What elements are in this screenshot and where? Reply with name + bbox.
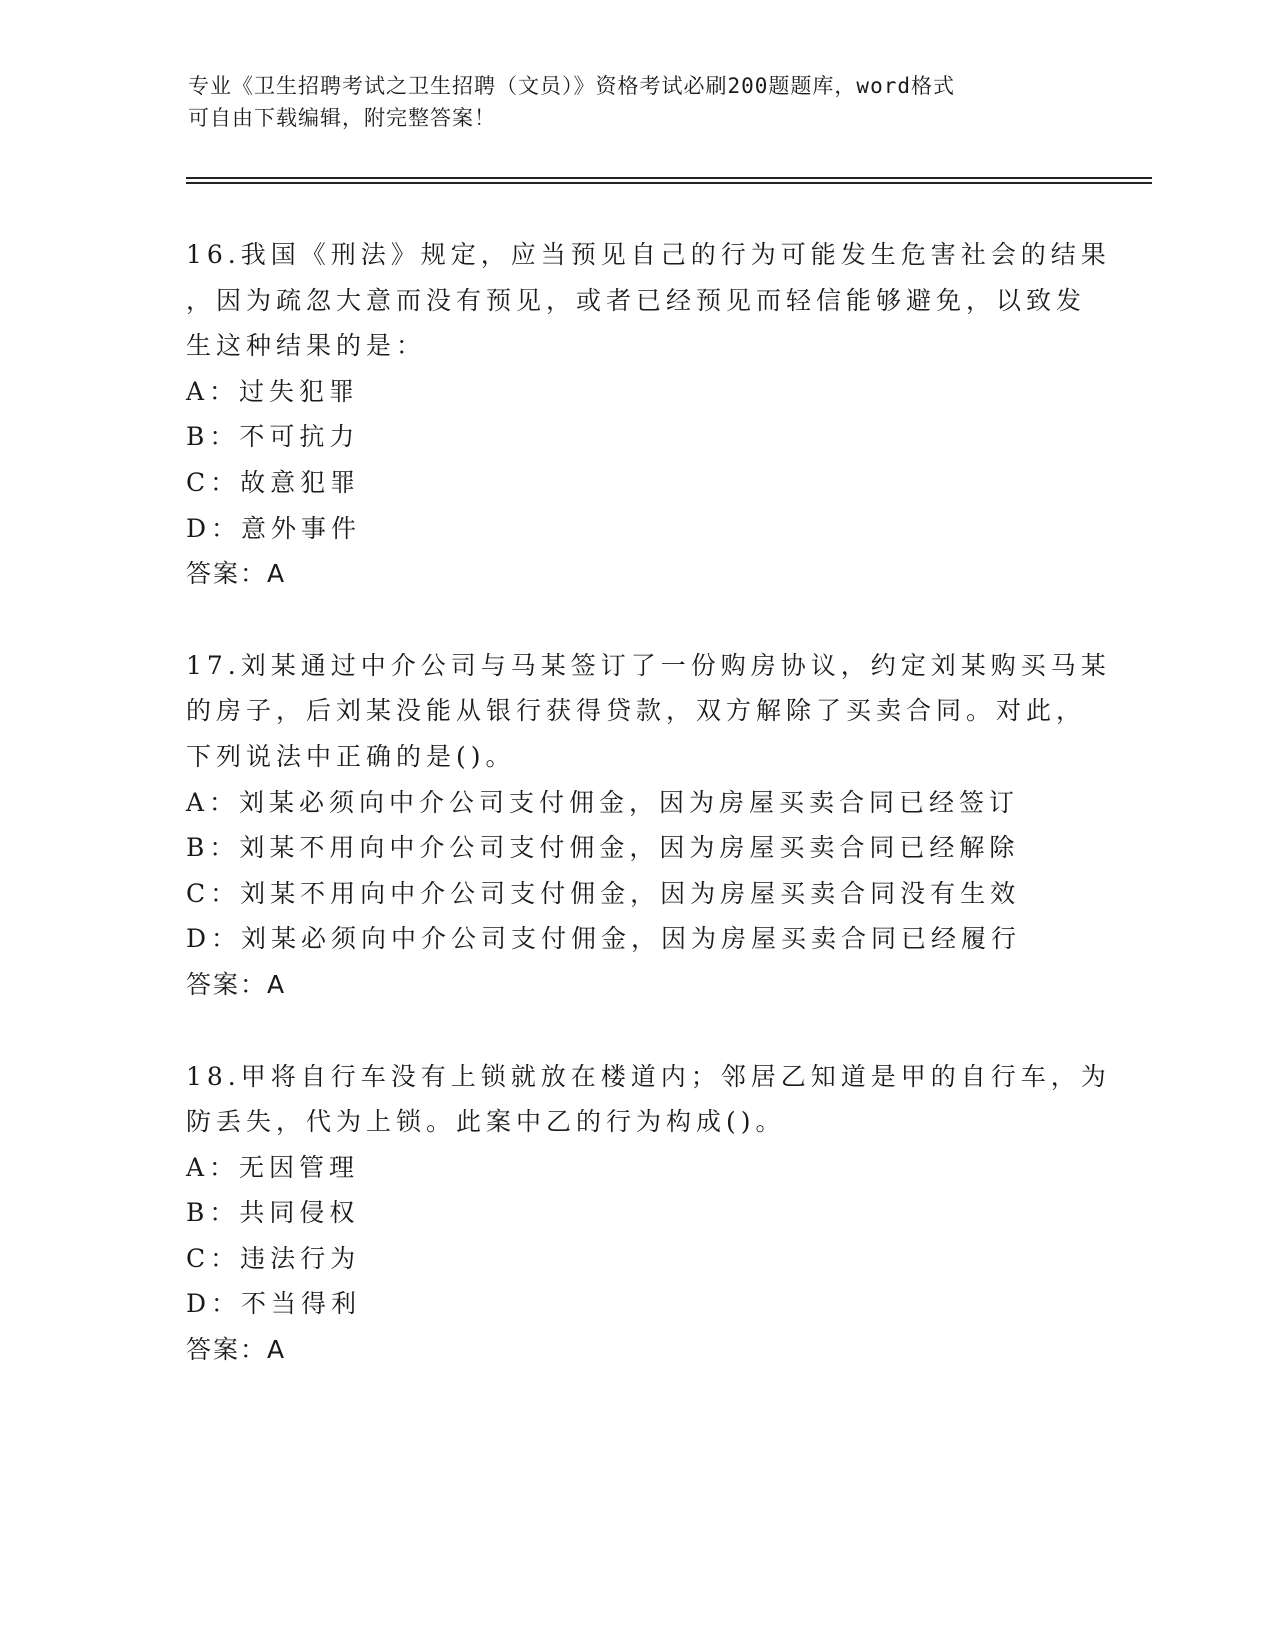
question-17 xyxy=(186,643,1111,1008)
option-a: A：过失犯罪 xyxy=(186,376,360,406)
question-stem xyxy=(186,643,1111,780)
answer-line: 答案：A xyxy=(186,1335,287,1365)
header-line: 专业《卫生招聘考试之卫生招聘（文员）》资格考试必刷200题题库，word格式 xyxy=(188,74,955,98)
option-d: D：意外事件 xyxy=(186,513,362,543)
option-d: D：不当得利 xyxy=(186,1289,362,1319)
question-16 xyxy=(186,232,1111,597)
stem-line: ，因为疏忽大意而没有预见，或者已经预见而轻信能够避免，以致发 xyxy=(186,285,1087,315)
option-a: A：刘某必须向中介公司支付佣金，因为房屋买卖合同已经签订 xyxy=(186,787,1020,817)
answer-line: 答案：A xyxy=(186,969,287,999)
document-header xyxy=(188,70,1088,134)
option-b: B：刘某不用向中介公司支付佣金，因为房屋买卖合同已经解除 xyxy=(186,833,1020,863)
stem-line: 18.甲将自行车没有上锁就放在楼道内；邻居乙知道是甲的自行车，为 xyxy=(186,1061,1111,1091)
question-18 xyxy=(186,1054,1111,1373)
option-c: C：刘某不用向中介公司支付佣金，因为房屋买卖合同没有生效 xyxy=(186,878,1021,908)
question-stem xyxy=(186,232,1111,369)
question-stem xyxy=(186,1054,1111,1145)
option-d: D：刘某必须向中介公司支付佣金，因为房屋买卖合同已经履行 xyxy=(186,924,1022,954)
answer-line: 答案：A xyxy=(186,559,287,589)
option-b: B：不可抗力 xyxy=(186,422,360,452)
option-a: A：无因管理 xyxy=(186,1152,360,1182)
stem-line: 下列说法中正确的是()。 xyxy=(186,741,516,771)
header-divider xyxy=(186,182,1152,184)
stem-line: 生这种结果的是： xyxy=(186,331,427,361)
option-c: C：故意犯罪 xyxy=(186,467,361,497)
question-list xyxy=(186,232,1111,1419)
header-line: 可自由下载编辑，附完整答案！ xyxy=(188,106,496,130)
stem-line: 的房子，后刘某没能从银行获得贷款，双方解除了买卖合同。对此， xyxy=(186,696,1087,726)
stem-line: 17.刘某通过中介公司与马某签订了一份购房协议，约定刘某购买马某 xyxy=(186,650,1111,680)
header-divider xyxy=(186,177,1152,179)
option-b: B：共同侵权 xyxy=(186,1198,360,1228)
stem-line: 16.我国《刑法》规定，应当预见自己的行为可能发生危害社会的结果 xyxy=(186,240,1111,269)
option-c: C：违法行为 xyxy=(186,1243,361,1273)
stem-line: 防丢失，代为上锁。此案中乙的行为构成()。 xyxy=(186,1107,786,1137)
